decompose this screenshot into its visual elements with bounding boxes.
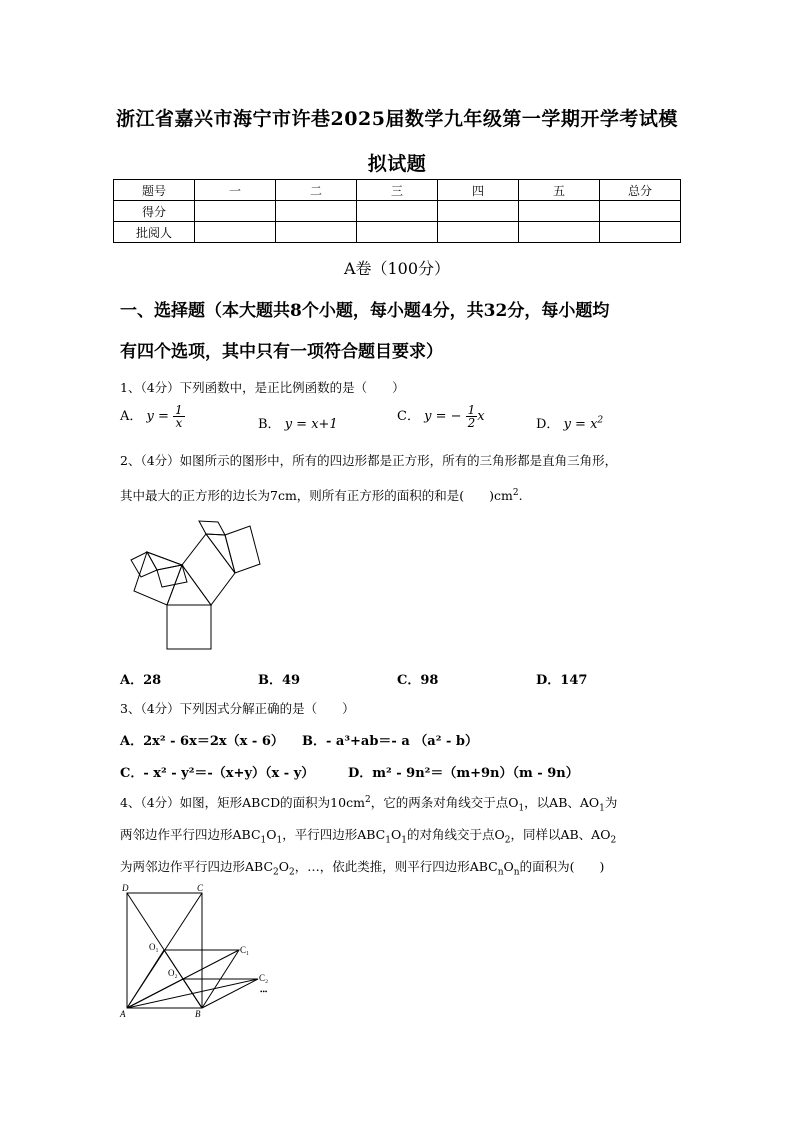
q4-text: ，平行四边形ABC [282, 827, 386, 842]
reviewer-input-cell[interactable] [438, 222, 519, 243]
score-row [114, 201, 681, 222]
frac-den: 2 [467, 416, 476, 430]
score-input-cell[interactable] [438, 201, 519, 222]
q3-stem: 3、（4分）下列因式分解正确的是（ ） [120, 701, 355, 716]
math-expr: y = x [563, 417, 598, 432]
q2-option-c [397, 669, 438, 688]
option-label: C． [397, 409, 420, 424]
q2-option-a [120, 669, 161, 688]
subscript: 2 [289, 867, 295, 878]
table-cell: 四 [438, 180, 519, 201]
part1-heading-line1: 一、选择题（本大题共8个小题，每小题4分，共32分，每小题均 [120, 301, 610, 321]
subscript: 1 [276, 835, 283, 846]
option-text: 49 [282, 673, 301, 688]
left-square [134, 552, 182, 605]
score-table-header [114, 180, 681, 201]
table-cell: 一 [195, 180, 276, 201]
q2-text: . [518, 488, 523, 503]
label-a: A [120, 1009, 126, 1019]
option-label: A． [120, 673, 144, 688]
q1-option-b [258, 413, 338, 432]
label-b: B [195, 1009, 201, 1019]
option-label: A． [120, 409, 143, 424]
q4-text: 的面积为( ) [519, 859, 605, 874]
subscript: n [513, 867, 520, 878]
math-expr: y = − [424, 409, 462, 424]
q3-option-b: B．- a³+ab＝- a （a² - b） [302, 734, 478, 749]
q4-line1 [120, 793, 690, 814]
reviewer-input-cell[interactable] [519, 222, 600, 243]
reviewer-input-cell[interactable] [600, 222, 681, 243]
table-cell: 得分 [114, 201, 195, 222]
score-table [113, 179, 681, 243]
superscript: 2 [597, 415, 604, 426]
option-label: D． [536, 417, 560, 432]
tiny-square-3 [131, 552, 157, 577]
q1-option-d [536, 413, 603, 432]
table-cell: 总分 [600, 180, 681, 201]
subscript: 2 [504, 835, 511, 846]
q4-text: O [266, 827, 277, 842]
q4-text: ，它的两条对角线交于点O [370, 795, 519, 810]
q4-line3 [120, 857, 690, 878]
subscript: 1 [401, 835, 407, 846]
q1-option-a [120, 404, 185, 429]
table-cell: 三 [357, 180, 438, 201]
q2-option-d [536, 669, 587, 688]
table-cell: 批阅人 [114, 222, 195, 243]
q3-option-a: A．2x² - 6x＝2x（x - 6） [120, 734, 284, 749]
frac-num: 1 [175, 403, 183, 417]
option-text: 98 [420, 673, 439, 688]
reviewer-input-cell[interactable] [357, 222, 438, 243]
q3-option-d: D．m² - 9n²＝（m+9n）（m - 9n） [348, 766, 579, 781]
q4-text: 为 [604, 795, 618, 810]
label-c1: C₁ [240, 945, 250, 955]
q4-text: O [390, 827, 402, 842]
q2-line2 [120, 486, 690, 504]
q2-option-b [258, 669, 300, 688]
option-label: C． [397, 673, 421, 688]
math-expr: y = x+1 [284, 417, 338, 432]
score-input-cell[interactable] [519, 201, 600, 222]
subscript: 1 [599, 803, 605, 814]
fraction [466, 404, 478, 429]
fraction [173, 404, 185, 429]
score-input-cell[interactable] [195, 201, 276, 222]
subscript: n [497, 867, 504, 878]
q4-text: 为两邻边作平行四边形ABC [120, 859, 274, 874]
option-text: 147 [560, 673, 588, 688]
label-o2: O₂ [168, 968, 178, 978]
reviewer-input-cell[interactable] [276, 222, 357, 243]
subscript: 2 [273, 867, 279, 878]
q4-figure [115, 882, 280, 1020]
q4-text: 4、（4分）如图，矩形ABCD的面积为10cm [120, 795, 365, 810]
doc-title-line1: 浙江省嘉兴市海宁市许巷2025届数学九年级第一学期开学考试模 [116, 108, 678, 130]
q4-text: 两邻边作平行四边形ABC [120, 827, 261, 842]
q1-stem: 1、（4分）下列函数中，是正比例函数的是（ ） [120, 380, 405, 395]
q2-line1: 2、（4分）如图所示的图形中，所有的四边形都是正方形，所有的三角形都是直角三角形， [120, 453, 618, 468]
q2-text: 其中最大的正方形的边长为7cm，则所有正方形的面积的和是( )cm [120, 488, 513, 503]
q4-text: ，以AB、AO [524, 795, 600, 810]
q4-text: O [503, 859, 514, 874]
table-cell: 二 [276, 180, 357, 201]
largest-square [167, 605, 211, 649]
label-d: D [122, 883, 129, 893]
tiny-square-4 [157, 565, 187, 587]
frac-den: x [175, 416, 183, 430]
label-c: C [197, 883, 204, 893]
frac-num: 1 [467, 403, 476, 417]
label-dots: ••• [260, 988, 268, 996]
diagonal-o2b [183, 979, 202, 1008]
q3-option-c: C．- x² - y²＝-（x+y）（x - y） [120, 766, 315, 781]
reviewer-input-cell[interactable] [195, 222, 276, 243]
label-o1: O₁ [149, 942, 159, 952]
option-label: D． [536, 673, 561, 688]
q4-line2 [120, 825, 690, 846]
superscript: 2 [512, 487, 519, 498]
table-cell: 题号 [114, 180, 195, 201]
table-cell: 五 [519, 180, 600, 201]
option-label: B． [258, 673, 282, 688]
doc-title-line2: 拟试题 [367, 153, 427, 175]
q4-text: ，同样以AB、AO [510, 827, 611, 842]
tiny-square-1 [199, 521, 225, 535]
q4-text: 的对角线交于点O [406, 827, 505, 842]
score-input-cell[interactable] [600, 201, 681, 222]
reviewer-row [114, 222, 681, 243]
subscript: 1 [260, 835, 267, 846]
section-label: A卷（100分） [343, 259, 451, 278]
math-expr: x [477, 409, 485, 424]
score-input-cell[interactable] [276, 201, 357, 222]
subscript: 2 [610, 835, 617, 846]
q4-text: ，…，依此类推，则平行四边形ABC [294, 859, 498, 874]
label-c2: C₂ [259, 973, 269, 983]
q1-option-c [397, 404, 485, 429]
score-input-cell[interactable] [357, 201, 438, 222]
q2-figure [115, 520, 265, 655]
part1-heading-line2: 有四个选项，其中只有一项符合题目要求） [120, 342, 443, 362]
subscript: 1 [385, 835, 391, 846]
option-text: 28 [143, 673, 162, 688]
option-label: B． [258, 417, 281, 432]
q4-text: O [278, 859, 289, 874]
math-expr: y = [146, 409, 169, 424]
small-right-triangle [206, 534, 235, 573]
subscript: 1 [518, 803, 525, 814]
superscript: 2 [364, 794, 371, 805]
